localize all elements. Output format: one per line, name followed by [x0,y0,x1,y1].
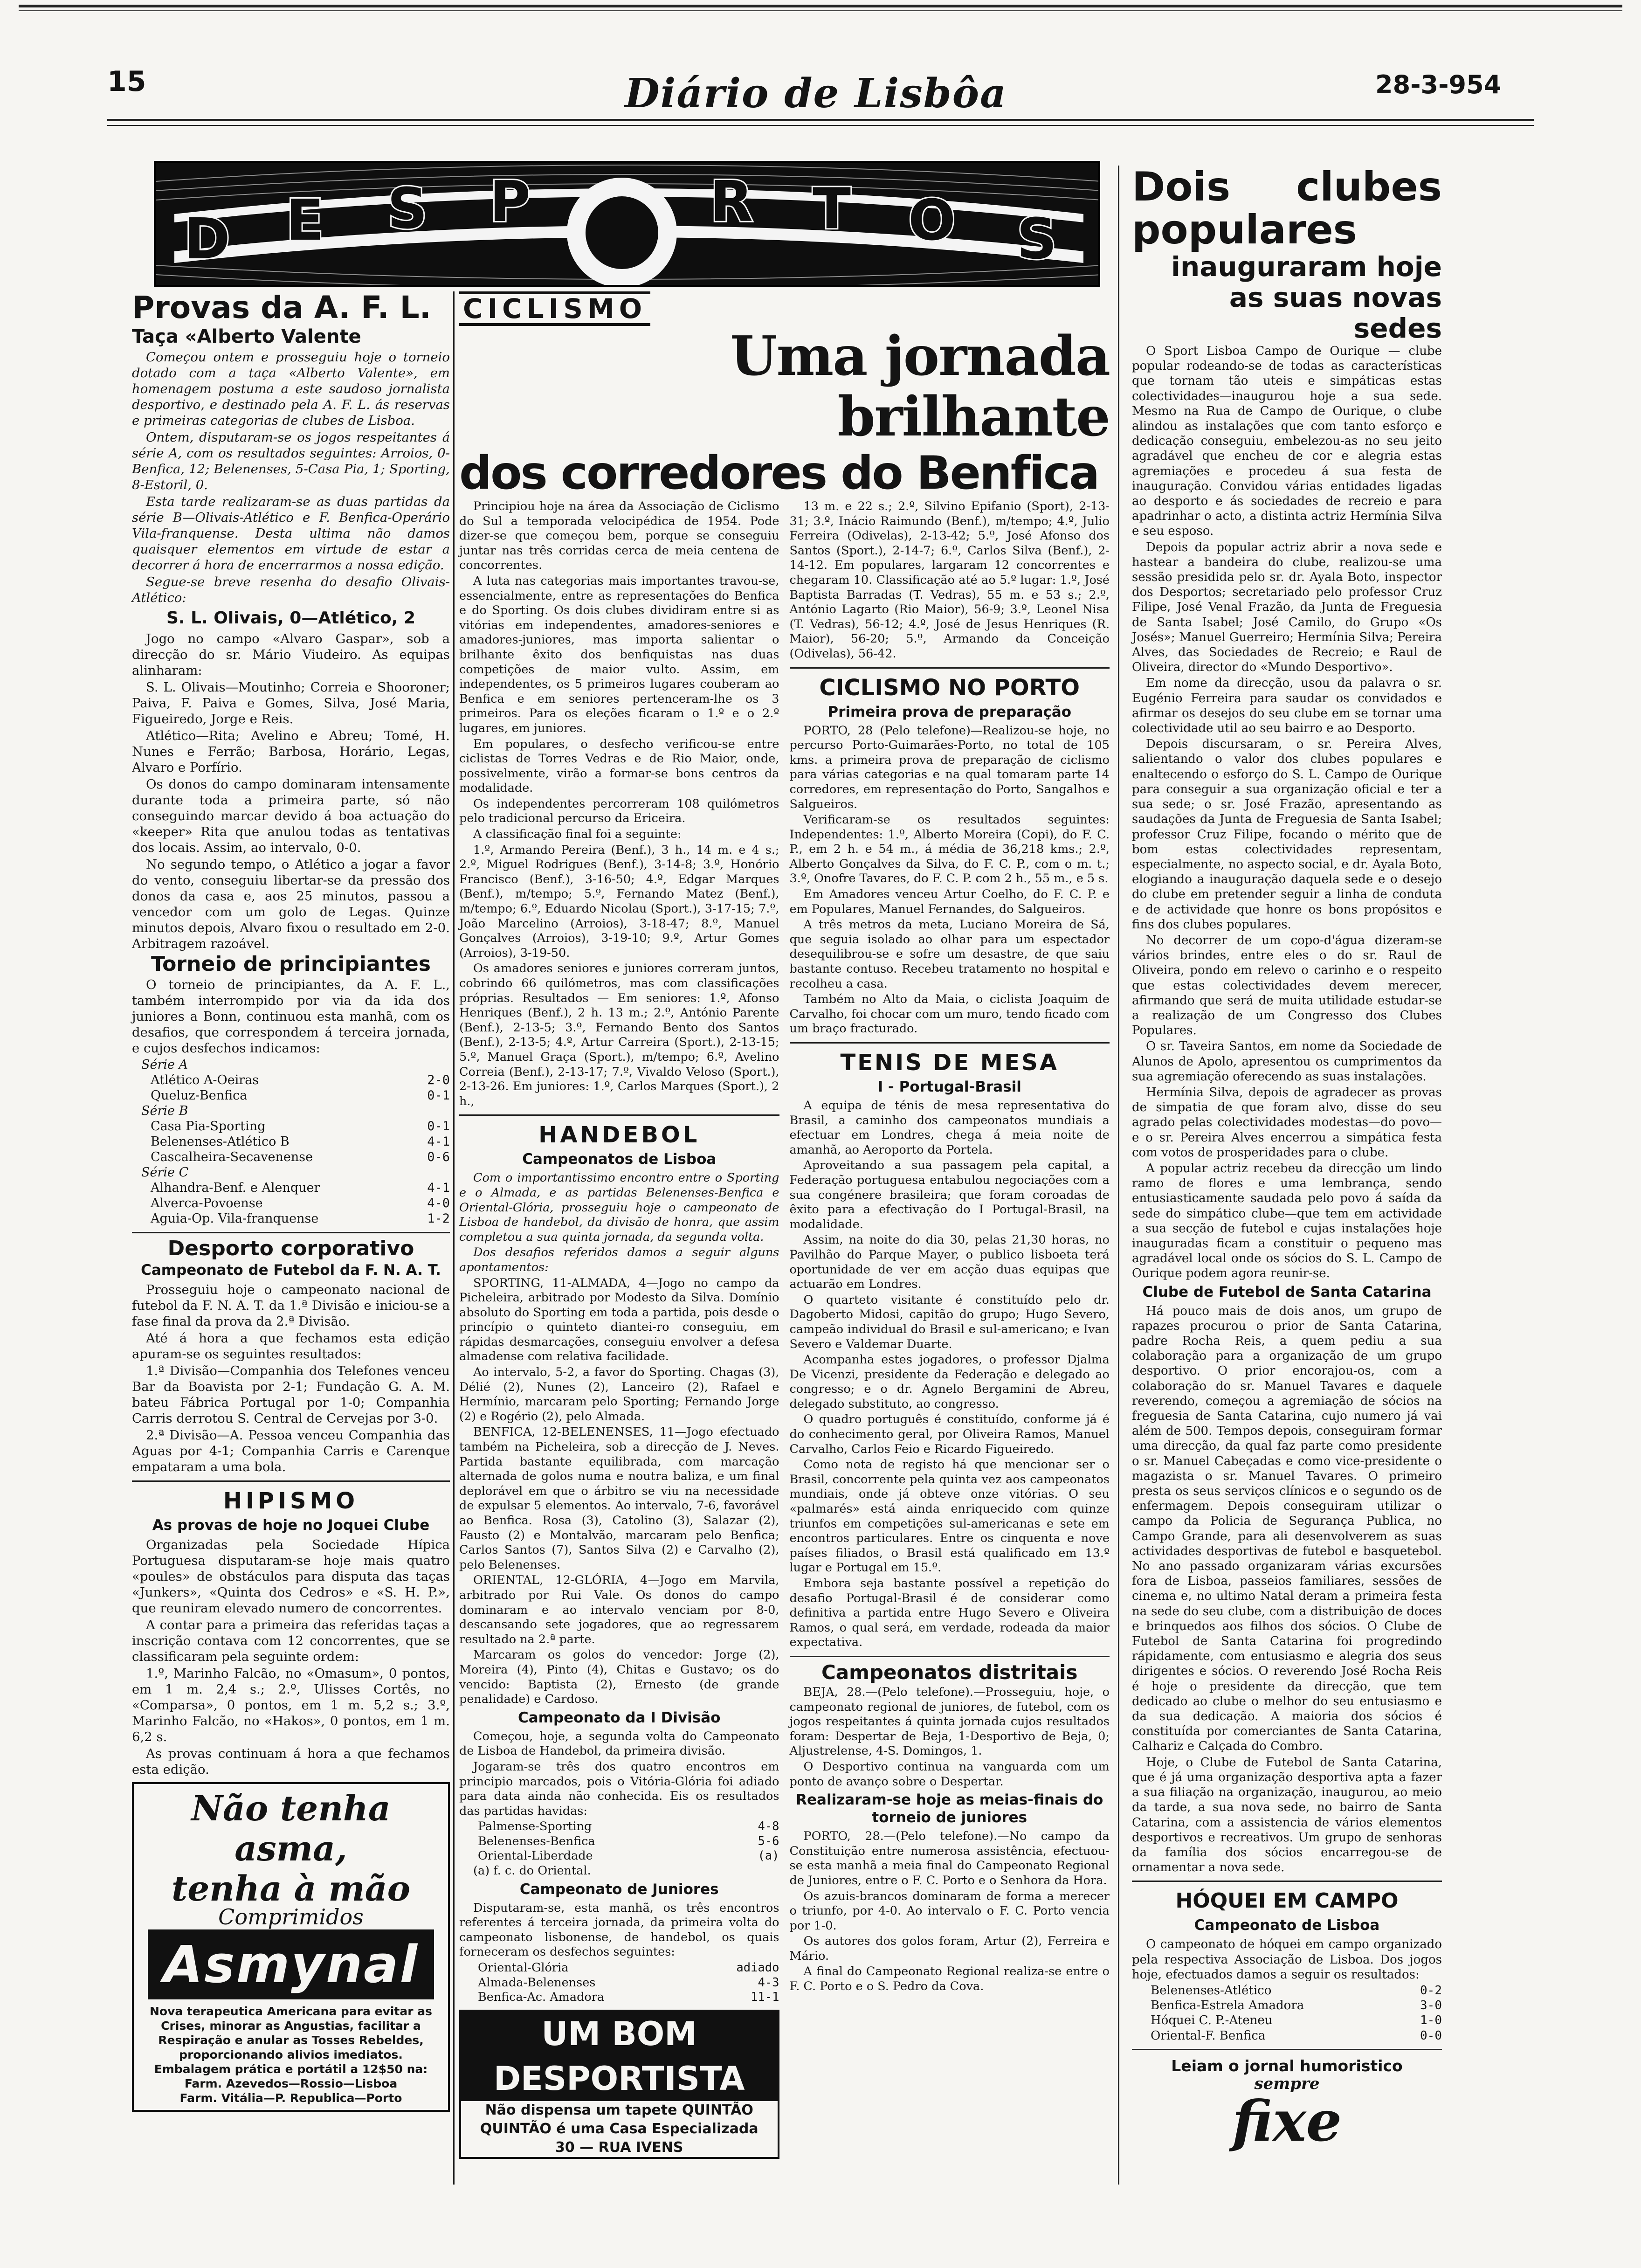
serie-c-results [132,1180,450,1226]
result-match: Hóquei C. P.-Ateneu [1151,2013,1273,2028]
taca-p2: Ontem, disputaram-se os jogos respeitantes á série A, com os resultados seguintes: Arroios, 0-Benfica, 12; Belenenses, 5-Casa Pia, 1; Sporting, 8-Estoril, 0. [132,430,450,492]
distritais-p1: BEJA, 28.—(Pelo telefone).—Prosseguiu, hoje, o campeonato regional de juniores, de futebol, com os jogos respeitantes á quinta jornada cujos resultados foram: Despertar de Beja, 1-Desportivo de Beja, 0; Aljustrelense, 4-S. Domingos, 1. [789,1685,1110,1758]
distritais-title: Campeonatos distritais [821,1660,1078,1684]
section-rule [132,1480,450,1482]
ciclismo-headline-1: Uma jornada brilhante [730,325,1110,449]
catarina-p1: Há pouco mais de dois anos, um grupo de rapazes procurou o prior de Santa Catarina, padre Rocha Reis, a quem pediu a sua colaboração para a organização de um grupo desportivo. O prior encorajou-os, com a colaboração do sr. Manuel Tavares e daquele reverendo, começou a agremiação de sócios na freguesia de Santa Catarina, cujo numero já vai além de 500. Tempos depois, conseguiram formar uma direcção, da qual faz parte como presidente o sr. Manuel Cabeçadas e como vice-presidente o magazista o sr. Manuel Tavares. O primeiro presta os seus serviços clínicos e o segundo os de enfermagem. Depois conseguiram utilizar o campo da Policia de Segurança Publica, no Campo Grande, para ali desenvolverem as suas actividades desportivas de futebol e basquetebol. No ano passado organizaram várias excursões fora de Lisboa, passeios familiares, sessões de cinema e, no ultimo Natal deram a primeira festa na sede do seu clube, com a distribuição de doces e brinquedos aos filhos dos sócios. O Clube de Futebol de Santa Catarina foi progredindo rápidamente, com entusiasmo e alegria dos seus dirigentes e sócios. O reverendo José Rocha Reis é hoje o presidente da direcção, que tem dedicado ao clube o melhor do seu entusiasmo e da sua dedicação. A maioria dos sócios é constituída por comerciantes de Santa Catarina, Calhariz e Calçada do Combro. [1132,1304,1442,1754]
meias-title: Realizaram-se hoje as meias-finais do torneio de juniores [796,1791,1103,1826]
result-match: Oriental-Glória [478,1961,569,1975]
masthead-rule [107,119,1534,121]
result-match: Benfica-Ac. Amadora [478,1990,605,2005]
clubes-headline-2: inauguraram hoje [1171,251,1442,283]
result-score: 4-1 [427,1134,450,1149]
clubes-headline-3: as suas novas sedes [1229,282,1442,344]
juniores-title: Campeonato de Juniores [519,1881,719,1898]
section-rule [132,1232,450,1233]
idiv-note: (a) f. c. do Oriental. [473,1864,591,1878]
catarina-title: Clube de Futebol de Santa Catarina [1142,1283,1432,1300]
result-score: 1-0 [1420,2013,1442,2028]
olivais-p1: Jogo no campo «Alvaro Gaspar», sob a direcção do sr. Mário Viudeiro. As equipas alinharam: [132,631,450,678]
center-right-subcol [790,499,1110,2159]
porto-title: CICLISMO NO PORTO [819,674,1080,701]
ciclismo-p2: A luta nas categorias mais importantes travou-se, essencialmente, entre as representações do Benfica e do Sporting. Os dois clubes dividiram entre si as vitórias em independentes, amadores-seniores e amadores-juniores, mas importa salientar o brilhante êxito dos benfiquistas nas duas competições de maior vulto. Assim, em independentes, os 5 primeiros lugares couberam ao Benfica e em seniores pertenceram-lhe os 3 primeiros. Para os eleções ficaram o 1.º e o 2.º lugares, em juniores. [459,574,779,735]
section-rule [1132,2049,1442,2050]
handebol-p6: ORIENTAL, 12-GLÓRIA, 4—Jogo em Marvila, arbitrado por Rui Vale. Os donos do campo dominaram e ao intervalo venciam por 8-0, descansando sete jogadores, que ao regressarem resultado na 2.ª parte. [459,1573,779,1646]
result-row [459,1990,779,2005]
result-score: 1-2 [427,1211,450,1226]
asmynal-line1: Não tenha asma, [191,1789,391,1869]
corporativo-p1: Prosseguiu hoje o campeonato nacional de futebol da F. N. A. T. da 1.ª Divisão e iniciou-se a fase final da prova da 2.ª Divisão. [132,1282,450,1329]
hipismo-p3: 1.º, Marinho Falcão, no «Omasum», 0 pontos, em 1 m. 2,4 s.; 2.º, Ulisses Cortês, no «Comparsa», 0 pontos, em 1 m. 5,2 s.; 3.º, Marinho Falcão, no «Hakos», 0 pontos, em 1 m. 6,2 s. [132,1666,450,1744]
result-score: 2-0 [427,1073,450,1087]
result-row [459,1834,779,1849]
hipismo-p2: A contar para a primeira das referidas taças a inscrição contava com 12 concorrentes, que se classificaram pela seguinte ordem: [132,1618,450,1664]
handebol-p2: Dos desafios referidos damos a seguir alguns apontamentos: [459,1245,779,1274]
result-score: 0-6 [427,1150,450,1164]
ciclismo-section-label: CICLISMO [459,291,1110,326]
hipismo-p1: Organizadas pela Sociedade Hípica Portuguesa disputaram-se hoje mais quatro «poules» de obstáculos para disputa das taças «Junkers», «Quinta dos Cedros» e «S. H. P.», que reuniram elevado numero de concorrentes. [132,1537,450,1616]
ciclismo-p4: Os independentes percorreram 108 quilómetros pelo tradicional percurso da Ericeira. [459,796,779,826]
clubes-p8: A popular actriz recebeu da direcção um lindo ramo de flores e uma lembrança, sendo entusiasticamente saudada pelo povo á saída da sede do simpático clube—que tem em actividade a sua secção de futebol e cujas instalações hoje inauguradas ficam a constituir o pequeno mas agradável local onde os sócios do S. L. Campo de Ourique podem agora reunir-se. [1132,1161,1442,1281]
tenis-p7: Como nota de registo há que mencionar ser o Brasil, concorrente pela quinta vez aos campeonatos mundiais, onde já obteve onze vitórias. O seu «palmarés» está ainda enriquecido com quinze triunfos em competições sul-americanas e sete em encontros particulares. Entre os cinquenta e nove países filiados, o Brasil está qualificado em 13.º lugar e Portugal em 15.º. [789,1458,1110,1575]
handebol-p7: Marcaram os golos do vencedor: Jorge (2), Moreira (4), Pinto (4), Chitas e Gustavo; os do vencido: Baptista (2), Ernesto (de grande penalidade) e Cardoso. [459,1648,779,1707]
taca-p4: Segue-se breve resenha do desafio Olivais-Atlético: [132,574,450,605]
result-row [1132,1983,1442,1998]
tenis-p5: Acompanha estes jogadores, o professor Djalma De Vicenzi, presidente da Federação e delegado ao congresso; e o dr. Agnelo Bergamini de Abreu, delegado substituto, ao congresso. [789,1353,1110,1411]
corporativo-p4: 2.ª Divisão—A. Pessoa venceu Companhia das Aguas por 4-1; Companhia Carris e Carenque empataram a uma bola. [132,1428,450,1474]
ciclismo-p6: 1.º, Armando Pereira (Benf.), 3 h., 14 m. e 4 s.; 2.º, Miguel Rodrigues (Benf.), 3-14-8; 3.º, Honório Francisco (Benf.), 3-16-50; 4.º, Edgar Marques (Benf.), m/tempo; 5.º, Fernando Matez (Benf.), m/tempo; 6.º, Eduardo Nicolau (Sport.), 3-17-15; 7.º, João Marcelino (Arroios), 3-18-47; 8.º, Manuel Gonçalves (Arroios), 3-19-10; 9.º, Artur Gomes (Arroios), 3-19-50. [459,843,779,960]
handebol-p5: BENFICA, 12-BELENENSES, 11—Jogo efectuado também na Picheleira, sob a direcção de J. Neves. Partida bastante equilibrada, com marcação alternada de golos numa e noutra baliza, e um final deplorável em que o árbitro se viu na necessidade de expulsar 5 elementos. Ao intervalo, 7-6, favorável ao Benfica. Rosa (3), Catolino (3), Salazar (2), Fausto (2) e Montalvão, marcaram pelo Benfica; Carlos Santos (7), Santos Silva (2) e Carvalho (2), pelo Belenenses. [459,1425,779,1572]
porto-p2: Verificaram-se os resultados seguintes: Independentes: 1.º, Alberto Moreira (Copi), do F. C. P., em 2 h. e 54 m., á média de 36,218 kms.; 2.º, Alberto Gonçalves da Silva, do F. C. P., com o m. t.; 3.º, Onofre Tavares, do F. C. P. com 2 h., 55 m., e 5 s. [789,813,1110,886]
desportos-banner [154,161,1100,287]
desportista-line1: UM BOM DESPORTISTA [461,2012,778,2101]
ciclismo-p1: Principiou hoje na área da Associação de Ciclismo do Sul a temporada velocipédica de 1954. Pode dizer-se que começou bem, porque se conseguiu juntar nas três corridas cerca de meia centena de concorrentes. [459,499,779,573]
result-match: Cascalheira-Secavenense [151,1150,313,1164]
result-score: adiado [736,1961,779,1975]
section-rule [459,1114,779,1116]
tenis-p1: A equipa de ténis de mesa representativa do Brasil, a caminho dos campeonatos mundiais a efectuar em Londres, chega á meia noite de amanhã, ao Aeroporto da Portela. [789,1099,1110,1157]
result-score: 4-0 [427,1196,450,1210]
result-match: Benfica-Estrela Amadora [1151,1998,1304,2013]
result-match: Almada-Belenenses [478,1975,596,1990]
distritais-p2: O Desportivo continua na vanguarda com um ponto de avanço sobre o Despertar. [789,1759,1110,1789]
asmynal-line2: tenha à mão [172,1869,410,1909]
banner-letter: O [908,188,956,253]
result-match: Queluz-Benfica [151,1088,248,1103]
olivais-p2: S. L. Olivais—Moutinho; Correia e Shooroner; Paiva, F. Paiva e Gomes, Silva, José Maria, Figueiredo, Jorge e Reis. [132,680,450,726]
section-rule [790,667,1110,669]
result-match: Belenenses-Benfica [478,1834,595,1848]
result-row [459,1819,779,1834]
result-row [132,1119,450,1134]
serie-b-results [132,1119,450,1165]
result-match: Aguia-Op. Vila-franquense [151,1211,319,1226]
result-score: 5-6 [758,1834,779,1848]
provas-title: Provas da A. F. L. [132,290,431,325]
top-rule [19,5,1622,11]
banner-letter: D [184,207,230,272]
result-match: Belenenses-Atlético [1151,1983,1272,1998]
result-row [132,1149,450,1165]
fixe-ad [1132,2056,1442,2152]
hipismo-p4: As provas continuam á hora a que fechamos esta edição. [132,1746,450,1777]
fixe-small: sempre [1254,2074,1320,2093]
idiv-results [459,1819,779,1864]
center-two-columns [459,499,1110,2159]
taca-p1: Começou ontem e prosseguiu hoje o torneio dotado com a taça «Alberto Valente», em homenagem postuma a este saudoso jornalista desportivo, e destinado pela A. F. L. ás reservas e primeiras categorias de clubes de Lisboa. [132,350,450,428]
result-row [459,1961,779,1976]
asmynal-copy3: Farm. Vitália—P. Republica—Porto [179,2091,402,2105]
desportista-ad [459,2010,779,2159]
ciclismo-results-cont: 13 m. e 22 s.; 2.º, Silvino Epifanio (Sport), 2-13-31; 3.º, Inácio Raimundo (Benf.), m/tempo; 4.º, Julio Ferreira (Odivelas), 2-13-42; 5.º, José Afonso dos Santos (Sport.), 2-14-7; 6.º, Carlos Silva (Benf.), 2-14-12. Em populares, largaram 12 concorrentes e chegaram 10. Classificação até ao 5.º lugar: 1.º, José Baptista Barradas (T. Vedras), 55 m. e 53 s.; 2.º, António Lagarto (Rio Maior), 56-9; 3.º, Leonel Nisa (T. Vedras), 56-12; 4.º, José de Jesus Henriques (R. Maior), 56-20; 5.º, Armando da Conceição (Odivelas), 56-42. [789,499,1110,661]
clubes-p7: Hermínia Silva, depois de agradecer as provas de simpatia de que foram alvo, disse do seu agrado pelas colectividades modestas—do povo—e o sr. Pereira Alves encerrou a simpática festa com votos de prosperidades para o clube. [1132,1085,1442,1160]
clubes-p5: No decorrer de um copo-d'água dizeram-se vários brindes, entre eles o do sr. Raul de Oliveira, pondo em relevo o carinho e o respeito que estas colectividades devem merecer, afirmando que será de muita utilidade estudar-se a realização de um Congresso dos Clubes Populares. [1132,933,1442,1038]
handebol-p1: Com o importantissimo encontro entre o Sporting e o Almada, e as partidas Belenenses-Benfica e Oriental-Glória, prosseguiu hoje o campeonato de Lisboa de handebol, da divisão de honra, que assim completou a sua quinta jornada, da segunda volta. [459,1171,779,1244]
tenis-sub: I - Portugal-Brasil [877,1079,1021,1095]
porto-p3: Em Amadores venceu Artur Coelho, do F. C. P. e em Populares, Manuel Fernandes, do Salgueiros. [789,887,1110,916]
handebol-title: HANDEBOL [538,1122,700,1148]
tenis-p6: O quadro português é constituído, conforme já é do conhecimento geral, por Oliveira Ramos, Manuel Carvalho, Carlos Feio e Ricardo Figueiredo. [789,1412,1110,1456]
result-score: 4-1 [427,1181,450,1195]
taca-p3: Esta tarde realizaram-se as duas partidas da série B—Olivais-Atlético e F. Benfica-Operário Vila-franquense. Desta ultima não damos quaisquer elementos em virtude de estar a decorrer á hora de encerrarmos a nossa edição. [132,494,450,573]
asmynal-brand: Asmynal [148,1929,434,1999]
page-date: 28-3-954 [1375,70,1502,99]
asmynal-copy1: Nova terapeutica Americana para evitar as Crises, minorar as Angustias, facilitar a Respiração e anular as Tosses Rebeldes, proporcionando alivios imediatos. [149,2005,433,2061]
ciclismo-headline-2: dos corredores do Benfica [459,447,1099,500]
result-match: Casa Pia-Sporting [151,1119,266,1134]
section-rule [790,1042,1110,1044]
result-match: Oriental-Liberdade [478,1849,593,1863]
clubes-p6: O sr. Taveira Santos, em nome da Sociedade de Alunos de Apolo, apresentou os cumprimentos da sua agremiação oferecendo as suas instalações. [1132,1039,1442,1084]
hoquei-results [1132,1983,1442,2043]
hoquei-title: HÓQUEI EM CAMPO [1175,1889,1399,1913]
porto-p1: PORTO, 28 (Pelo telefone)—Realizou-se hoje, no percurso Porto-Guimarães-Porto, no total de 105 kms. a primeira prova de preparação de ciclismo para várias categorias e na qual tomaram parte 14 corredores, em representação do Porto, Sangalhos e Salgueiros. [789,723,1110,811]
juniores-results [459,1961,779,2005]
result-score: (a) [758,1849,779,1863]
asmynal-copy2: Embalagem prática e portátil a 12$50 na: Farm. Azevedos—Rossio—Lisboa [154,2062,428,2090]
olivais-p5: No segundo tempo, o Atlético a jogar a favor do vento, conseguiu libertar-se da pressão dos donos da casa e, aos 25 minutos, passou a vencedor com um golo de Legas. Quinze minutos depois, Alvaro fixou o resultado em 2-0. Arbitragem razoável. [132,857,450,951]
column-center [459,291,1110,2159]
handebol-sub: Campeonatos de Lisboa [522,1151,717,1168]
clubes-p3: Em nome da direcção, usou da palavra o sr. Eugénio Ferreira para saudar os convidados e afirmar os desejos do seu clube em se tornar uma colectividade util ao seu bairro e ao Desporto. [1132,676,1442,736]
result-row [132,1196,450,1211]
result-row [1132,2013,1442,2028]
banner-letter: S [1016,207,1057,272]
tenis-title: TENIS DE MESA [840,1050,1059,1076]
taca-title: Taça «Alberto Valente [132,326,361,347]
idiv-title: Campeonato da I Divisão [518,1709,721,1726]
olivais-p4: Os donos do campo dominaram intensamente durante toda a primeira parte, só não conseguindo marcar devido á boa actuação do «keeper» Rita que anulou todas as tentativas dos locais. Assim, ao intervalo, 0-0. [132,777,450,855]
banner-letter: R [710,170,753,235]
column-left [132,291,450,2112]
porto-p5: Também no Alto da Maia, o ciclista Joaquim de Carvalho, foi chocar com um muro, tendo ficado com um braço fracturado. [789,992,1110,1036]
result-row [132,1088,450,1103]
result-match: Atlético A-Oeiras [151,1073,259,1087]
result-match: Oriental-F. Benfica [1151,2028,1266,2043]
result-row [1132,1998,1442,2013]
idiv-p2: Jogaram-se três dos quatro encontros em principio marcados, pois o Vitória-Glória foi adiado para data ainda não conhecida. Eis os resultados das partidas havidas: [459,1759,779,1818]
handebol-p3: SPORTING, 11-ALMADA, 4—Jogo no campo da Picheleira, arbitrado por Modesto da Silva. Domínio absoluto do Sporting em toda a partida, pois desde o princípio o quinteto diantei-ro conseguiu, em rápidas desmarcações, conseguiu envolver a defesa almadense com relativa facilidade. [459,1276,779,1364]
serie-a-results [132,1072,450,1103]
result-row [459,1976,779,1991]
result-score: 0-2 [1420,1983,1442,1998]
meias-p3: Os autores dos golos foram, Artur (2), Ferreira e Mário. [789,1934,1110,1963]
fixe-line1: Leiam o jornal humoristico [1171,2056,1403,2075]
idiv-p1: Começou, hoje, a segunda volta do Campeonato de Lisboa de Handebol, da primeira divisão. [459,1729,779,1758]
hipismo-sub: As provas de hoje no Joquei Clube [152,1517,430,1534]
olivais-title: S. L. Olivais, 0—Atlético, 2 [166,608,416,628]
fixe-logo: fixe [1232,2088,1342,2154]
juniores-p1: Disputaram-se, esta manhã, os três encontros referentes á terceira jornada, da primeira volta do campeonato lisbonense, de handebol, os quais forneceram os desfechos seguintes: [459,1901,779,1959]
serie-c-label: Série C [141,1165,189,1180]
tenis-p3: Assim, na noite do dia 30, pelas 21,30 horas, no Pavilhão do Parque Mayer, o publico lisboeta terá oportunidade de ver em acção duas equipas que actuarão em Londres. [789,1233,1110,1292]
corporativo-p2: Até á hora a que fechamos esta edição apuram-se os seguintes resultados: [132,1331,450,1362]
column-divider-2 [1118,166,1119,2185]
clubes-headline-1: Dois clubes populares [1132,164,1442,253]
result-score: 0-0 [1420,2028,1442,2043]
hipismo-title: HIPISMO [223,1488,359,1514]
section-rule [790,1656,1110,1657]
principiantes-p1: O torneio de principiantes, da A. F. L., também interrompido por via da ida dos juniores a Bonn, continuou esta manhã, com os desafios, que correspondem á terceira jornada, e cujos desfechos indicamos: [132,977,450,1056]
asmynal-line3: Comprimidos [218,1904,364,1929]
column-divider-1 [453,291,455,2185]
result-match: Alverca-Povoense [151,1196,263,1210]
column-right [1132,166,1442,2152]
result-row [132,1134,450,1149]
hoquei-sub: Campeonato de Lisboa [1194,1917,1380,1934]
tenis-p2: Aproveitando a sua passagem pela capital, a Federação portuguesa entabulou negociações com a sua congénere brasileira; que foram coroadas de êxito para a efectivação do I Portugal-Brasil, na modalidade. [789,1158,1110,1231]
result-score: 0-1 [427,1088,450,1103]
result-match: Alhandra-Benf. e Alenquer [151,1181,320,1195]
banner-letter: S [387,177,428,242]
corporativo-title: Desporto corporativo [167,1237,414,1260]
result-score: 4-3 [758,1975,779,1990]
result-score: 0-1 [427,1119,450,1134]
banner-letter: T [813,177,851,242]
desportista-line4: 30 — RUA IVENS [555,2139,683,2156]
handebol-p4: Ao intervalo, 5-2, a favor do Sporting. Chagas (3), Délié (2), Nunes (2), Lanceiro (2), Rafael e Hermínio, marcaram pelo Sporting; Fernando Jorge (2) e Rogério (2), pelo Almada. [459,1365,779,1424]
serie-a-label: Série A [141,1058,188,1072]
ciclismo-p7: Os amadores seniores e juniores correram juntos, cobrindo 66 quilómetros, mas com classificações próprias. Resultados — Em seniores: 1.º, Afonso Henriques (Benf.), 2 h. 13 m.; 2.º, António Parente (Benf.), 2-13-5; 3.º, Fernando Bento dos Santos (Benf.), 2-13-5; 4.º, Artur Carreira (Sport.), 2-13-15; 5.º, Manuel Graça (Sport.), m/tempo; 6.º, Avelino Correia (Benf.), 2-13-17; 7.º, Vivaldo Veloso (Sport.), 2-13-26. Em juniores: 1.º, Carlos Marques (Sport.), 2 h., [459,961,779,1108]
clubes-p4: Depois discursaram, o sr. Pereira Alves, salientando o valor dos clubes populares e enaltecendo o esforço do S. L. Campo de Ourique para conseguir a sua organização oficial e ter a sua sede; o sr. José Frazão, apresentando as saudações da Junta de Freguesia de Santa Isabel; professor Cruz Filipe, focando o mérito que de bom estas colectividades representam, especialmente, no aspecto social, e dr. Ayala Boto, elogiando a inauguração daquela sede e o desejo do clube em pretender seguir a linha de conduta e de actividade que honre os bons propósitos e fins dos clubes populares. [1132,737,1442,932]
result-match: Palmense-Sporting [478,1819,592,1834]
desportista-line2: Não dispensa um tapete QUINTÃO [485,2102,753,2118]
catarina-p2: Hoje, o Clube de Futebol de Santa Catarina, que é já uma organização desportiva apta a fazer a sua filiação na organização, inaugurou, ao meio da tarde, a sua nova sede, no bairro de Santa Catarina, com a assistencia de vários elementos desportivos e recreativos. Um grupo de senhoras da família dos sócios encarregou-se de ornamentar a nova sede. [1132,1755,1442,1875]
center-left-subcol [459,499,779,2159]
hoquei-p1: O campeonato de hóquei em campo organizado pela respectiva Associação de Lisboa. Dos jogos hoje, efectuados damos a seguir os resultados: [1132,1937,1442,1982]
page-number: 15 [107,65,146,98]
result-row [132,1180,450,1196]
porto-sub: Primeira prova de preparação [827,703,1072,720]
olivais-p3: Atlético—Rita; Avelino e Abreu; Tomé, H. Nunes e Ferrão; Barbosa, Horário, Legas, Alvaro e Porfírio. [132,728,450,775]
ciclismo-p3: Em populares, o desfecho verificou-se entre ciclistas de Torres Vedras e de Rio Maior, onde, possivelmente, virão a formar-se bons centros da modalidade. [459,737,779,795]
corporativo-sub: Campeonato de Futebol da F. N. A. T. [141,1262,441,1279]
corporativo-p3: 1.ª Divisão—Companhia dos Telefones venceu Bar da Boavista por 2-1; Fundação G. A. M. bateu Fábrica Portugal por 1-0; Companhia Carris derrotou S. Central de Cervejas por 3-0. [132,1363,450,1426]
tenis-p4: O quarteto visitante é constituído pelo dr. Dagoberto Midosi, capitão do grupo; Hugo Severo, campeão individual do Brasil e sul-americano; e Ivan Severo e Valdemar Duarte. [789,1293,1110,1351]
porto-p4: A três metros da meta, Luciano Moreira de Sá, que seguia isolado ao olhar para um espectador desequilibrou-se e sofre um desastre, de que saiu bastante contuso. Recebeu tratamento no hospital e recolheu a casa. [789,918,1110,991]
principiantes-title: Torneio de principiantes [151,952,431,976]
result-row [459,1849,779,1864]
asmynal-ad [132,1782,450,2112]
clubes-p1: O Sport Lisboa Campo de Ourique — clube popular rodeando-se de todas as características que tornam tão uteis e simpáticas estas colectividades—inaugurou hoje a sua sede. Mesmo na Rua de Campo de Ourique, o clube alindou as instalações que com tanto esforço e dedicação conseguiu, embelezou-as no seu jeito agradável que encheu de cor e alegria estas agremiações e procedeu á sua festa de inauguração. Convidou várias entidades ligadas ao desporto e ás sociedades de recreio e para apadrinhar o acto, a distinta actriz Hermínia Silva e seu esposo. [1132,344,1442,539]
meias-p2: Os azuis-brancos dominaram de forma a merecer o triunfo, por 4-0. Ao intervalo o F. C. Porto vencia por 1-0. [789,1889,1110,1933]
banner-letter: E [286,188,324,253]
serie-b-label: Série B [141,1104,188,1118]
clubes-p2: Depois da popular actriz abrir a nova sede e hastear a bandeira do clube, realizou-se uma sessão presidida pelo sr. dr. Ayala Boto, inspector dos Desportos; secretariado pelo professor Cruz Filipe, José Venal Frazão, da Junta de Freguesia de Santa Isabel; José Camilo, do Grupo «Os Josés»; Manuel Guerreiro; Hermínia Silva; Pereira Alves, das Sociedades de Recreio; e Raul de Oliveira, director do «Mundo Desportivo». [1132,540,1442,675]
meias-p1: PORTO, 28.—(Pelo telefone).—No campo da Constituição entre numerosa assistência, efectuou-se esta manhã a meia final do Campeonato Regional de Juniores, entre o F. C. Porto e o Senhora da Hora. [789,1829,1110,1888]
result-score: 4-8 [758,1819,779,1834]
banner-letter: P [490,170,531,235]
meias-p4: A final do Campeonato Regional realiza-se entre o F. C. Porto e o S. Pedro da Cova. [789,1964,1110,1994]
result-row [132,1211,450,1226]
result-row [132,1072,450,1088]
tenis-p8: Embora seja bastante possível a repetição do desafio Portugal-Brasil é de considerar como definitiva a partida entre Hugo Severo e Oliveira Ramos, o qual será, em verdade, rodeada da maior expectativa. [789,1577,1110,1650]
result-score: 11-1 [751,1990,779,2005]
result-match: Belenenses-Atlético B [151,1134,290,1149]
section-rule [1132,1881,1442,1882]
result-row [1132,2028,1442,2043]
ciclismo-p5: A classificação final foi a seguinte: [473,827,682,842]
desportista-line3: QUINTÃO é uma Casa Especializada [480,2120,758,2137]
masthead-title: Diário de Lisbôa [625,70,1007,117]
result-score: 3-0 [1420,1998,1442,2013]
masthead-rule-thin [107,125,1534,126]
banner-art [156,163,1100,287]
